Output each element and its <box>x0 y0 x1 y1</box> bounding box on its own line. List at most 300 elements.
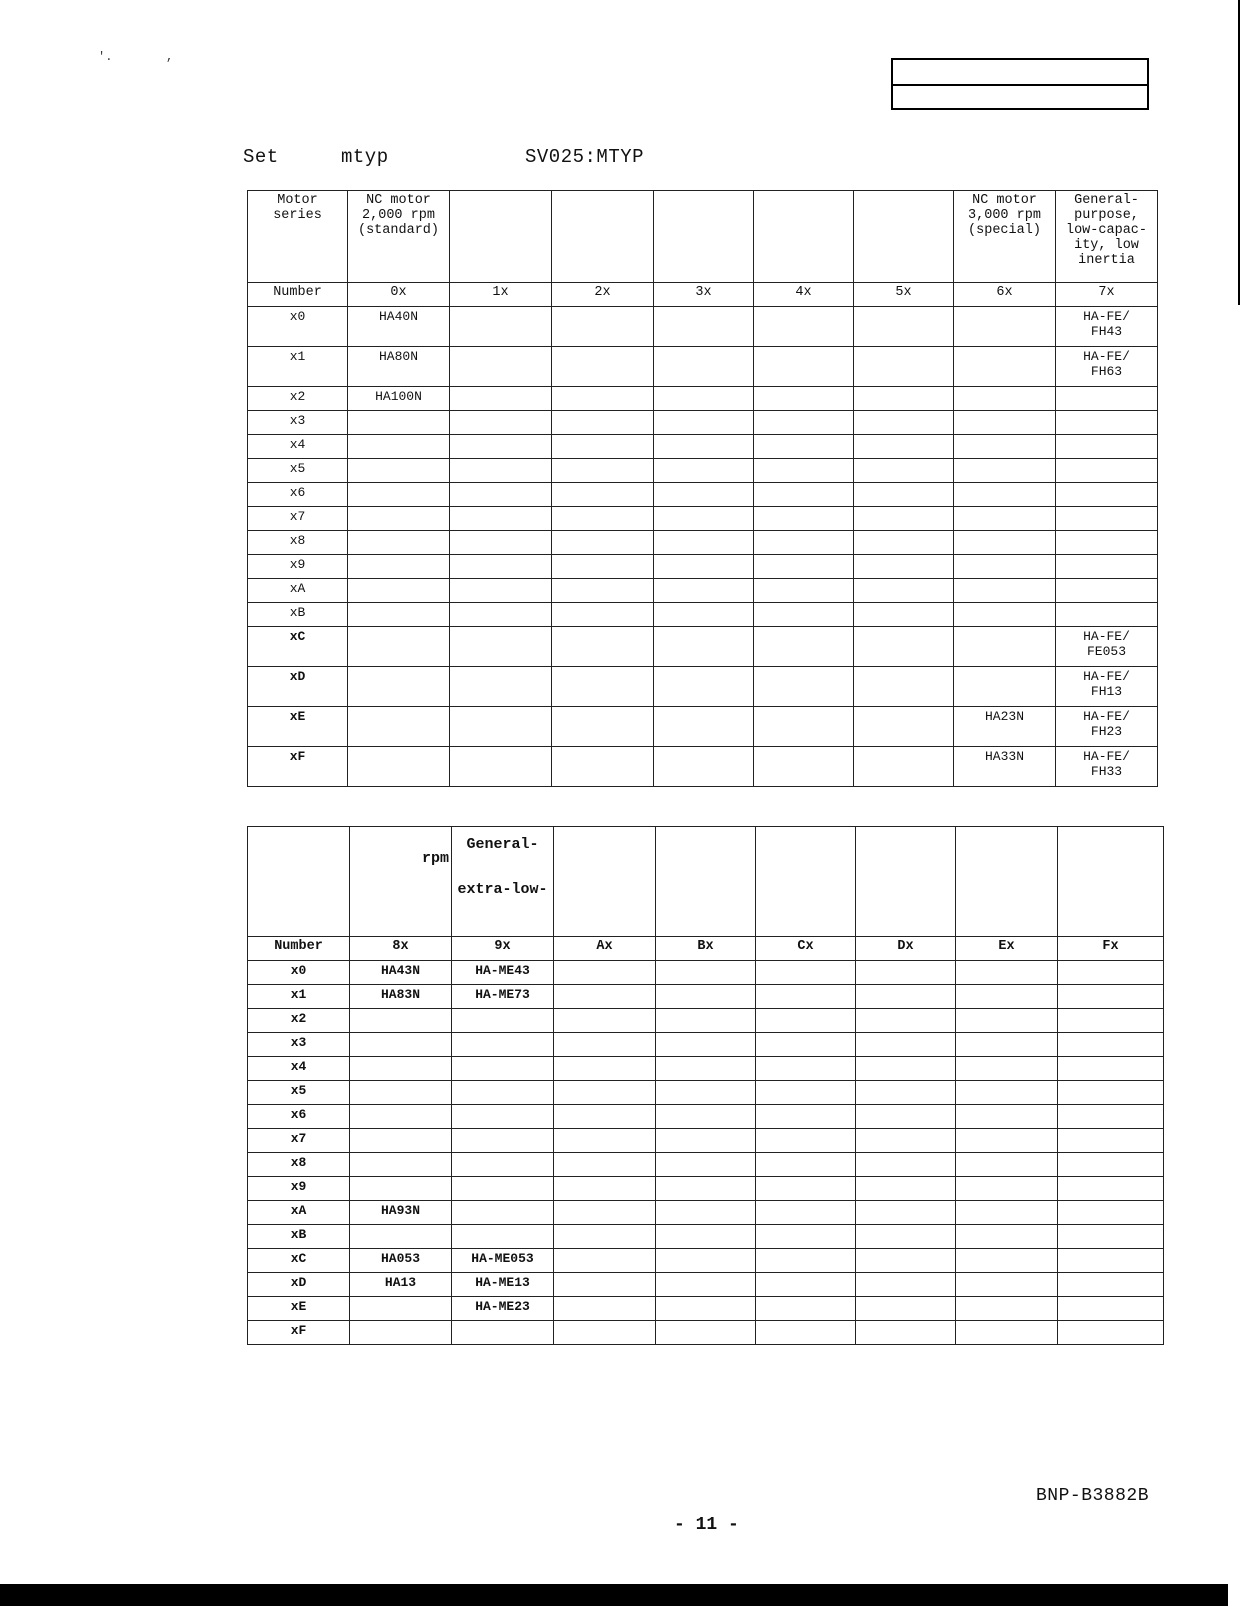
table-cell <box>754 707 854 747</box>
table-cell <box>954 307 1056 347</box>
column-number: Ex <box>956 937 1058 961</box>
table-row <box>248 579 1158 603</box>
table-cell <box>956 961 1058 985</box>
column-number: 8x <box>350 937 452 961</box>
table-cell <box>756 1129 856 1153</box>
table-cell <box>1056 483 1158 507</box>
table-cell <box>654 307 754 347</box>
table-cell <box>854 387 954 411</box>
table-cell <box>554 985 656 1009</box>
table-row <box>248 1129 1164 1153</box>
table-cell <box>350 1057 452 1081</box>
number-label: Number <box>248 937 350 961</box>
table-cell <box>754 459 854 483</box>
table-cell <box>348 531 450 555</box>
row-label: x5 <box>248 1081 350 1105</box>
table-cell <box>656 1273 756 1297</box>
table-cell <box>954 579 1056 603</box>
table-cell <box>756 1105 856 1129</box>
column-number: Fx <box>1058 937 1164 961</box>
table-cell <box>552 531 654 555</box>
table-cell <box>756 1057 856 1081</box>
table-cell <box>754 627 854 667</box>
table-row <box>248 1297 1164 1321</box>
table-cell <box>954 627 1056 667</box>
table-cell: HA-FE/ FH43 <box>1056 307 1158 347</box>
table-row <box>248 707 1158 747</box>
table-cell <box>654 707 754 747</box>
table-cell: HA40N <box>348 307 450 347</box>
table-cell <box>654 555 754 579</box>
column-number: 7x <box>1056 283 1158 307</box>
table-cell <box>348 459 450 483</box>
table-cell <box>348 507 450 531</box>
table-cell <box>552 747 654 787</box>
table-cell <box>956 1201 1058 1225</box>
table-row <box>248 507 1158 531</box>
table-row <box>248 1057 1164 1081</box>
table-cell: HA-ME73 <box>452 985 554 1009</box>
table-cell <box>1056 555 1158 579</box>
table-cell <box>754 531 854 555</box>
table-cell <box>954 555 1056 579</box>
header-cell: NC motor 2,000 rpm (standard) <box>348 191 450 283</box>
scan-speck: '. <box>98 50 113 64</box>
row-label: xE <box>248 707 348 747</box>
table-row <box>248 1009 1164 1033</box>
table-cell <box>1058 1177 1164 1201</box>
table-cell <box>954 459 1056 483</box>
table-cell <box>854 483 954 507</box>
table-cell: HA23N <box>954 707 1056 747</box>
table-cell <box>754 411 854 435</box>
column-number: 4x <box>754 283 854 307</box>
row-label: x5 <box>248 459 348 483</box>
table-row <box>248 1249 1164 1273</box>
table-cell <box>1058 1129 1164 1153</box>
table-cell <box>554 961 656 985</box>
table-cell <box>1058 961 1164 985</box>
table-cell <box>452 1009 554 1033</box>
table-cell <box>754 747 854 787</box>
row-label: xF <box>248 1321 350 1345</box>
table-row <box>248 459 1158 483</box>
table-cell <box>1058 1009 1164 1033</box>
table-cell <box>756 1273 856 1297</box>
table-cell <box>654 579 754 603</box>
table-cell <box>654 483 754 507</box>
table-cell <box>956 985 1058 1009</box>
table-row <box>248 961 1164 985</box>
table-cell <box>1058 1153 1164 1177</box>
table-cell <box>350 1081 452 1105</box>
header-cell <box>450 191 552 283</box>
column-number: 6x <box>954 283 1056 307</box>
row-label: x2 <box>248 387 348 411</box>
table-cell <box>956 1297 1058 1321</box>
row-label: x0 <box>248 307 348 347</box>
table-cell <box>554 1273 656 1297</box>
title-code: SV025:MTYP <box>525 146 645 168</box>
table-cell <box>654 435 754 459</box>
table-cell: HA-FE/ FE053 <box>1056 627 1158 667</box>
table-cell <box>956 1225 1058 1249</box>
table-row <box>248 411 1158 435</box>
table-cell <box>1056 507 1158 531</box>
row-label: x3 <box>248 1033 350 1057</box>
row-label: x7 <box>248 507 348 531</box>
title-param: mtyp <box>341 146 389 168</box>
table-cell: HA80N <box>348 347 450 387</box>
table-row <box>248 1153 1164 1177</box>
table-cell <box>350 1033 452 1057</box>
table-cell <box>552 307 654 347</box>
table-cell <box>554 1321 656 1345</box>
table-cell <box>856 1057 956 1081</box>
table-cell <box>756 1081 856 1105</box>
column-number: 0x <box>348 283 450 307</box>
header-cell <box>248 827 350 937</box>
table-cell <box>450 667 552 707</box>
table-cell <box>452 1321 554 1345</box>
table-cell <box>856 1033 956 1057</box>
table-cell <box>1058 1297 1164 1321</box>
table-cell <box>654 507 754 531</box>
title-set: Set <box>243 146 279 168</box>
table-cell <box>1056 435 1158 459</box>
table-cell <box>654 411 754 435</box>
table-cell <box>854 579 954 603</box>
table-cell <box>956 1105 1058 1129</box>
table-cell <box>450 707 552 747</box>
table-cell: HA-ME23 <box>452 1297 554 1321</box>
table-cell <box>554 1201 656 1225</box>
table-cell <box>654 627 754 667</box>
table-cell <box>954 667 1056 707</box>
table-cell <box>956 1321 1058 1345</box>
table-row <box>248 603 1158 627</box>
table-cell <box>552 387 654 411</box>
table-cell <box>348 603 450 627</box>
table-cell <box>956 1033 1058 1057</box>
table-row <box>248 1081 1164 1105</box>
table-cell <box>954 347 1056 387</box>
header-cell: rpm <box>350 827 452 937</box>
table-cell: HA13 <box>350 1273 452 1297</box>
blank-box-top-right <box>891 58 1149 110</box>
table-cell <box>450 747 552 787</box>
table-cell <box>450 627 552 667</box>
table-cell <box>856 1009 956 1033</box>
table-cell <box>554 1297 656 1321</box>
header-cell <box>1058 827 1164 937</box>
column-number: Bx <box>656 937 756 961</box>
table-cell <box>954 483 1056 507</box>
row-label: x4 <box>248 435 348 459</box>
table-cell <box>350 1321 452 1345</box>
table-cell <box>856 985 956 1009</box>
table-cell <box>956 1129 1058 1153</box>
table-row <box>248 1033 1164 1057</box>
table-cell <box>350 1105 452 1129</box>
table-cell <box>554 1225 656 1249</box>
row-label: x1 <box>248 985 350 1009</box>
column-number: 9x <box>452 937 554 961</box>
document-number: BNP-B3882B <box>1036 1486 1150 1506</box>
table-cell <box>856 1225 956 1249</box>
table-cell <box>452 1225 554 1249</box>
table-cell <box>552 411 654 435</box>
table-cell <box>854 507 954 531</box>
row-label: xC <box>248 1249 350 1273</box>
table-cell <box>554 1153 656 1177</box>
header-cell: General- purpose, low-capac- ity, low inertia <box>1056 191 1158 283</box>
table-cell <box>756 1201 856 1225</box>
table-cell <box>554 1057 656 1081</box>
table-cell <box>754 667 854 707</box>
row-label: x0 <box>248 961 350 985</box>
table-cell <box>954 387 1056 411</box>
table-cell <box>452 1033 554 1057</box>
column-number: 2x <box>552 283 654 307</box>
table-cell <box>756 985 856 1009</box>
table-cell <box>854 603 954 627</box>
row-label: xA <box>248 1201 350 1225</box>
header-cell <box>552 191 654 283</box>
table-cell <box>854 459 954 483</box>
table-cell <box>450 347 552 387</box>
table-cell <box>656 1321 756 1345</box>
table-cell <box>348 707 450 747</box>
table-cell <box>856 1153 956 1177</box>
table-cell <box>956 1153 1058 1177</box>
table-cell: HA100N <box>348 387 450 411</box>
table-cell <box>856 1321 956 1345</box>
table-cell <box>754 579 854 603</box>
table-cell: HA-FE/ FH23 <box>1056 707 1158 747</box>
header-cell <box>856 827 956 937</box>
table-cell <box>1058 1081 1164 1105</box>
table-cell <box>450 411 552 435</box>
table-cell <box>552 483 654 507</box>
table-cell <box>1056 387 1158 411</box>
table-row <box>248 985 1164 1009</box>
row-label: x9 <box>248 555 348 579</box>
table-cell <box>1058 1249 1164 1273</box>
table-cell <box>754 507 854 531</box>
table-cell <box>656 1177 756 1201</box>
table-cell <box>348 411 450 435</box>
row-label: x2 <box>248 1009 350 1033</box>
table-cell <box>1058 1033 1164 1057</box>
table-cell <box>1058 1321 1164 1345</box>
table-cell <box>956 1249 1058 1273</box>
table-cell <box>954 435 1056 459</box>
table-cell: HA93N <box>350 1201 452 1225</box>
table-cell <box>654 347 754 387</box>
table-cell <box>756 1009 856 1033</box>
table-cell <box>856 1249 956 1273</box>
table-cell <box>348 555 450 579</box>
table-cell <box>854 667 954 707</box>
table-cell <box>756 1153 856 1177</box>
table-cell <box>956 1177 1058 1201</box>
motor-type-table-2 <box>247 826 1164 1345</box>
column-number: 3x <box>654 283 754 307</box>
table-cell <box>350 1177 452 1201</box>
header-cell <box>656 827 756 937</box>
table-cell <box>856 1273 956 1297</box>
table-cell <box>954 531 1056 555</box>
row-label: xD <box>248 667 348 707</box>
row-label: xD <box>248 1273 350 1297</box>
table-cell <box>954 507 1056 531</box>
table-row <box>248 435 1158 459</box>
table-row <box>248 387 1158 411</box>
table-cell <box>1056 411 1158 435</box>
table-cell <box>554 1177 656 1201</box>
table-cell <box>754 347 854 387</box>
table-cell <box>1056 459 1158 483</box>
table-cell <box>450 435 552 459</box>
table-cell <box>348 579 450 603</box>
table-cell <box>450 555 552 579</box>
table-cell <box>348 667 450 707</box>
table-cell <box>1058 1105 1164 1129</box>
table-row <box>248 347 1158 387</box>
table-cell <box>854 707 954 747</box>
table-cell <box>450 579 552 603</box>
table-cell <box>552 459 654 483</box>
row-label: x6 <box>248 483 348 507</box>
table-row <box>248 531 1158 555</box>
bottom-bar <box>0 1584 1228 1606</box>
table-cell <box>1056 603 1158 627</box>
row-label: xA <box>248 579 348 603</box>
table-cell: HA-FE/ FH33 <box>1056 747 1158 787</box>
table-cell <box>656 961 756 985</box>
table-cell <box>452 1081 554 1105</box>
table-cell <box>654 531 754 555</box>
row-label: x1 <box>248 347 348 387</box>
table-cell <box>656 1105 756 1129</box>
table-row <box>248 747 1158 787</box>
table-cell <box>654 387 754 411</box>
table-cell <box>450 307 552 347</box>
header-cell: NC motor 3,000 rpm (special) <box>954 191 1056 283</box>
table-cell <box>654 603 754 627</box>
table-cell <box>450 459 552 483</box>
header-cell <box>756 827 856 937</box>
table-cell <box>552 347 654 387</box>
motor-type-table-1 <box>247 190 1158 787</box>
table-cell <box>854 411 954 435</box>
table-cell <box>854 435 954 459</box>
row-label: xC <box>248 627 348 667</box>
table-cell <box>552 507 654 531</box>
table-cell <box>856 1177 956 1201</box>
table-cell <box>854 307 954 347</box>
table-cell <box>656 1297 756 1321</box>
row-label: x6 <box>248 1105 350 1129</box>
table-cell <box>654 667 754 707</box>
table-cell <box>1056 531 1158 555</box>
table-row <box>248 1201 1164 1225</box>
table-cell <box>348 747 450 787</box>
table-row <box>248 1105 1164 1129</box>
table-cell <box>350 1129 452 1153</box>
table-cell <box>656 1033 756 1057</box>
table-cell <box>452 1177 554 1201</box>
table-cell <box>1058 1057 1164 1081</box>
scan-speck: , <box>166 50 174 64</box>
page-number: - 11 - <box>674 1515 739 1535</box>
table-row <box>248 1177 1164 1201</box>
table-cell <box>552 627 654 667</box>
table-cell <box>554 1105 656 1129</box>
table-cell <box>554 1129 656 1153</box>
table-cell <box>856 961 956 985</box>
table-cell <box>756 1321 856 1345</box>
column-number: 5x <box>854 283 954 307</box>
table-cell <box>856 1081 956 1105</box>
table-cell <box>856 1201 956 1225</box>
table-cell <box>1058 985 1164 1009</box>
table-cell <box>854 531 954 555</box>
table-cell <box>450 603 552 627</box>
table-cell <box>854 747 954 787</box>
table-cell <box>452 1129 554 1153</box>
table-cell <box>1058 1225 1164 1249</box>
column-number: 1x <box>450 283 552 307</box>
table-cell <box>854 347 954 387</box>
row-label: xB <box>248 603 348 627</box>
row-label: x8 <box>248 531 348 555</box>
table-cell <box>754 603 854 627</box>
table-cell <box>552 707 654 747</box>
table-cell: HA-FE/ FH13 <box>1056 667 1158 707</box>
header-cell <box>654 191 754 283</box>
table-cell <box>856 1105 956 1129</box>
table-cell <box>656 985 756 1009</box>
table-cell <box>452 1201 554 1225</box>
table-cell <box>656 1153 756 1177</box>
table-cell <box>854 627 954 667</box>
table-cell <box>350 1225 452 1249</box>
header-cell <box>956 827 1058 937</box>
table-row <box>248 667 1158 707</box>
column-number: Ax <box>554 937 656 961</box>
table-row <box>248 1273 1164 1297</box>
row-label: xE <box>248 1297 350 1321</box>
table-cell <box>754 307 854 347</box>
row-label: x7 <box>248 1129 350 1153</box>
table-cell <box>554 1249 656 1273</box>
table-cell: HA053 <box>350 1249 452 1273</box>
table-cell <box>956 1009 1058 1033</box>
table-cell <box>450 531 552 555</box>
table-cell: HA-FE/ FH63 <box>1056 347 1158 387</box>
table-cell: HA-ME053 <box>452 1249 554 1273</box>
header-cell: Motor series <box>248 191 348 283</box>
column-number: Dx <box>856 937 956 961</box>
table-cell <box>756 1033 856 1057</box>
column-number: Cx <box>756 937 856 961</box>
table-cell <box>654 459 754 483</box>
table-cell <box>350 1153 452 1177</box>
table-cell <box>756 1249 856 1273</box>
table-cell: HA33N <box>954 747 1056 787</box>
